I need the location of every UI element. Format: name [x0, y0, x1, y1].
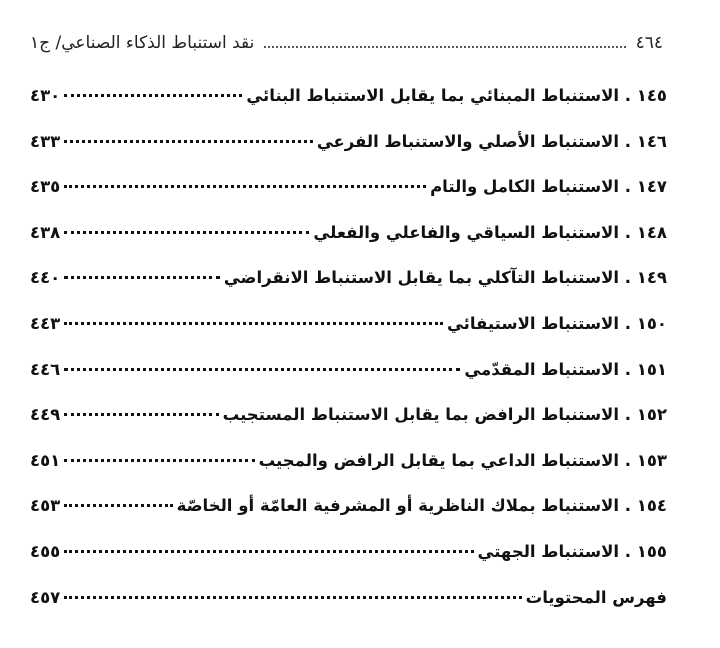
toc-entry-number: ١٥٠ — [636, 313, 667, 333]
toc-entry-155: ١٥٥ . الاستنباط الجهتي ٤٥٥ — [30, 529, 667, 575]
toc-leader-dots — [64, 368, 460, 371]
toc-leader-dots — [64, 459, 254, 462]
toc-entry-title: الاستنباط التآكلي بما يقابل الاستنباط الانقراضي — [223, 268, 620, 288]
toc-entry-title: فهرس المحتويات — [525, 587, 667, 607]
toc-leader-dots — [64, 185, 426, 188]
toc-leader-dots — [64, 94, 242, 97]
toc-entry-page: ٤٤٠ — [30, 268, 61, 288]
toc-entry-title: الاستنباط الأصلي والاستنباط الفرعي — [316, 131, 620, 151]
toc-entry-title: الاستنباط المبنائي بما يقابل الاستنباط البنائي — [246, 86, 620, 105]
header-leader-dots — [264, 46, 625, 48]
toc-entry-151: ١٥١ . الاستنباط المقدّمي ٤٤٦ — [30, 347, 667, 393]
toc-entry-page: ٤٤٩ — [30, 405, 61, 425]
toc-entry-title: الاستنباط السياقي والفاعلي والفعلي — [313, 222, 620, 242]
toc-entry-number: ١٤٧ — [636, 177, 667, 197]
running-header — [30, 26, 663, 60]
toc-entry-145: ١٤٥ . الاستنباط المبنائي بما يقابل الاستنباط البنائي ٤٣٠ — [30, 73, 667, 119]
toc-entry-number: ١٤٨ — [636, 222, 667, 242]
toc-entry-number: ١٥٣ — [636, 450, 667, 470]
toc-entry-number: ١٤٥ — [636, 86, 667, 105]
toc-entry-153: ١٥٣ . الاستنباط الداعي بما يقابل الرافض والمجيب ٤٥١ — [30, 438, 667, 484]
toc-entry-page: ٤٣٨ — [30, 222, 61, 242]
toc-entry-title: الاستنباط المقدّمي — [464, 359, 620, 379]
toc-entry-number: ١٥٢ — [636, 405, 667, 425]
toc-entry-number: ١٥٥ — [636, 541, 667, 561]
toc-entry-number: ١٥٤ — [636, 496, 667, 516]
toc-entry-title: الاستنباط الكامل والتام — [430, 177, 620, 197]
toc-entry-page: ٤٣٥ — [30, 177, 61, 197]
toc-entry-149: ١٤٩ . الاستنباط التآكلي بما يقابل الاستنباط الانقراضي ٤٤٠ — [30, 255, 667, 301]
toc-entry-147: ١٤٧ . الاستنباط الكامل والتام ٤٣٥ — [30, 164, 667, 210]
toc-entry-title: الاستنباط بملاك الناظرية أو المشرفية العامّة أو الخاصّة — [176, 496, 620, 516]
toc-leader-dots — [64, 596, 521, 599]
toc-entry-154: ١٥٤ . الاستنباط بملاك الناظرية أو المشرفية العامّة أو الخاصّة ٤٥٣ — [30, 483, 667, 529]
toc-entry-number: ١٤٩ — [636, 268, 667, 288]
toc-leader-dots — [64, 140, 313, 143]
toc-entry-title: الاستنباط الاستيفائي — [446, 313, 620, 333]
toc-leader-dots — [64, 231, 309, 234]
toc-entry-page: ٤٣٣ — [30, 131, 61, 151]
toc-entry-page: ٤٥٥ — [30, 541, 61, 561]
toc-entry-number: ١٥١ — [636, 359, 667, 379]
toc-leader-dots — [64, 413, 218, 416]
toc-entry-contents-index — [30, 575, 667, 621]
toc-leader-dots — [64, 322, 443, 325]
header-running-title: نقد استنباط الذكاء الصناعي/ ج١ — [30, 33, 255, 53]
toc-entry-page: ٤٤٣ — [30, 313, 61, 333]
toc-entry-page: ٤٣٠ — [30, 86, 61, 105]
toc-entry-page: ٤٤٦ — [30, 359, 61, 379]
toc-entry-146: ١٤٦ . الاستنباط الأصلي والاستنباط الفرعي ٤٣٣ — [30, 119, 667, 165]
toc-leader-dots — [64, 550, 473, 553]
table-of-contents — [30, 73, 667, 620]
toc-entry-page: ٤٥١ — [30, 450, 61, 470]
toc-entry-page: ٤٥٧ — [30, 587, 61, 607]
toc-entry-148: ١٤٨ . الاستنباط السياقي والفاعلي والفعلي ٤٣٨ — [30, 210, 667, 256]
toc-entry-title: الاستنباط الداعي بما يقابل الرافض والمجيب — [258, 450, 620, 470]
toc-entry-title: الاستنباط الجهتي — [477, 541, 620, 561]
toc-entry-page: ٤٥٣ — [30, 496, 61, 516]
toc-leader-dots — [64, 504, 172, 507]
header-page-number: ٤٦٤ — [635, 33, 663, 53]
toc-entry-title: الاستنباط الرافض بما يقابل الاستنباط المستجيب — [222, 405, 620, 425]
toc-entry-150: ١٥٠ . الاستنباط الاستيفائي ٤٤٣ — [30, 301, 667, 347]
toc-leader-dots — [64, 276, 220, 279]
toc-entry-number: ١٤٦ — [636, 131, 667, 151]
toc-entry-152: ١٥٢ . الاستنباط الرافض بما يقابل الاستنباط المستجيب ٤٤٩ — [30, 392, 667, 438]
